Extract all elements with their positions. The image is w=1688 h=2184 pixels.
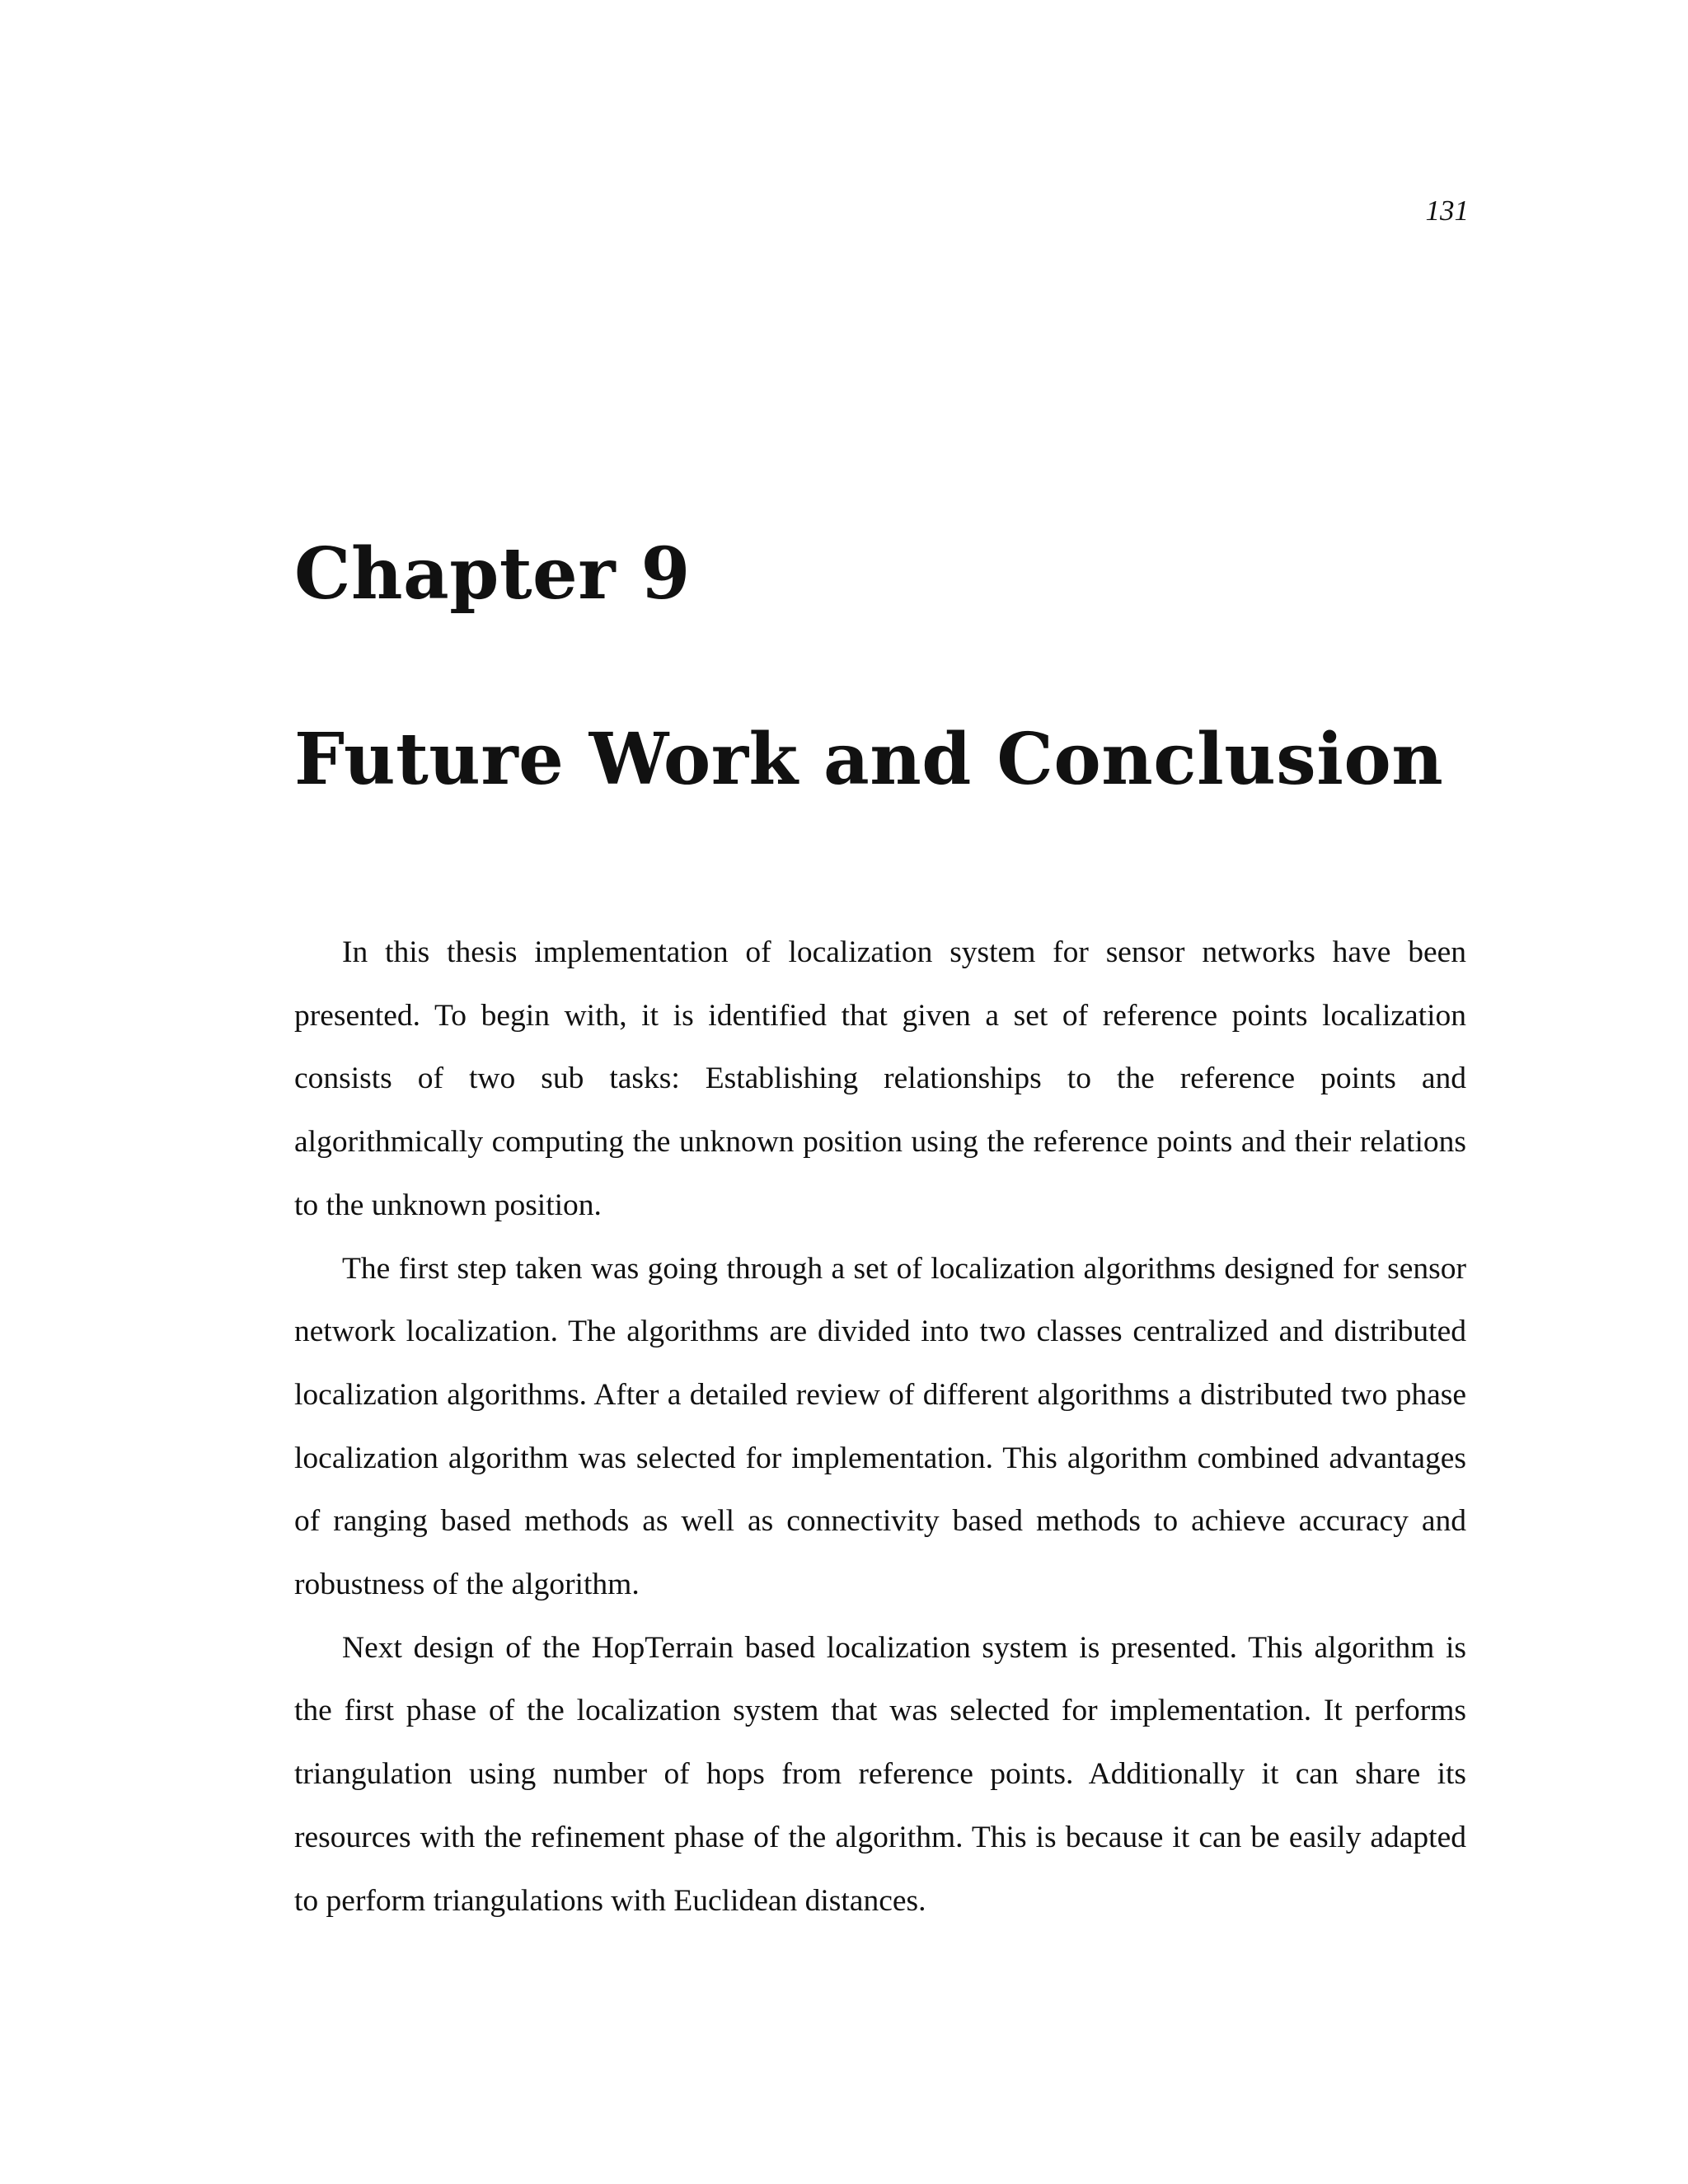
chapter-title: Future Work and Conclusion (294, 718, 1444, 801)
page-number: 131 (1425, 194, 1469, 227)
paragraph-3: Next design of the HopTerrain based localization system is presented. This algorithm is the first phase of the localization system that was selected for implementation. It performs triangulation using number of hops from reference points. Additionally it can share its resources with the refinement phase of the algorithm. This is because it can be easily adapted to perform triangulations with Euclidean distances. (294, 1630, 1466, 1918)
paragraph-1: In this thesis implementation of localization system for sensor networks have been presented. To begin with, it is identified that given a set of reference points localization consists of two sub tasks: Establishing relationships to the reference points and algorithmically computing the unknown position using the reference points and their relations to the unknown position. (294, 935, 1466, 1222)
chapter-label: Chapter 9 (294, 532, 691, 616)
body-text (294, 921, 1466, 1933)
paragraph-2: The first step taken was going through a set of localization algorithms designed for sensor network localization. The algorithms are divided into two classes centralized and distributed localization algorithms. After a detailed review of different algorithms a distributed two phase localization algorithm was selected for implementation. This algorithm combined advantages of ranging based methods as well as connectivity based methods to achieve accuracy and robustness of the algorithm. (294, 1251, 1466, 1602)
